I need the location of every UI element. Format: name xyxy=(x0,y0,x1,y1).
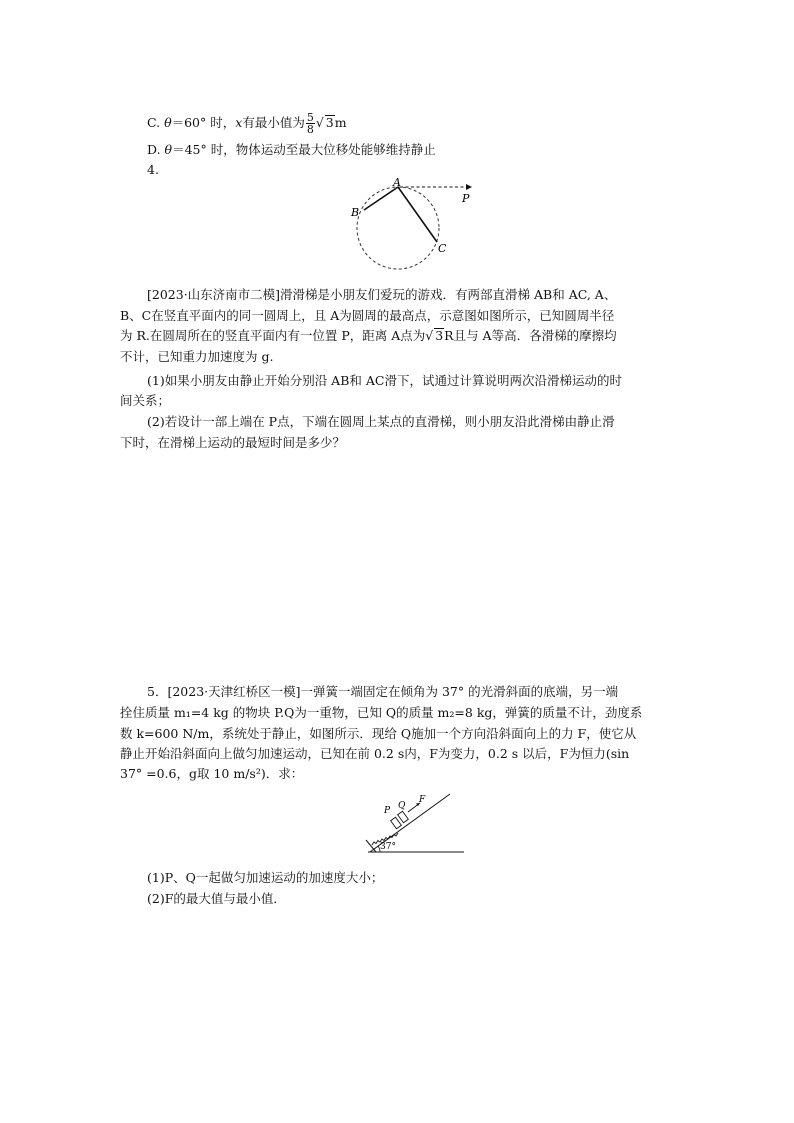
option-c: C. θ＝60° 时，x有最小值为 $\frac{5}{8}$ √ 3m xyxy=(147,111,347,136)
q5-incline-figure xyxy=(360,788,470,856)
svg-text:37°: 37° xyxy=(380,842,396,852)
svg-text:B: B xyxy=(351,206,360,219)
svg-text:A: A xyxy=(393,176,401,189)
q5-line-7: (2)F的最大值与最小值． xyxy=(147,891,286,906)
q5-line-1: 5．[2023·天津红桥区一模]一弹簧一端固定在倾角为 37° 的光滑斜面的底端，另一端 xyxy=(147,684,619,699)
svg-text:P: P xyxy=(384,806,391,816)
q4-line-8: 下时，在滑梯上运动的最短时间是多少？ xyxy=(120,435,346,450)
q5-line-5: 37° =0.6，g取 10 m/s²)．求： xyxy=(120,766,304,781)
q4-line-3: 为 R.在圆周所在的竖直平面内有一位置 P，距离 A点为√ 3R且与 A等高．各滑梯的摩擦均 xyxy=(120,328,617,343)
q4-line-7: (2)若设计一部上端在 P点，下端在圆周上某点的直滑梯，则小朋友沿此滑梯由静止滑 xyxy=(147,414,615,429)
option-d: D. θ＝45° 时，物体运动至最大位移处能够维持静止 xyxy=(147,142,436,157)
q4-line-4: 不计，已知重力加速度为 g. xyxy=(120,349,274,364)
q5-line-4: 静止开始沿斜面向上做匀加速运动，已知在前 0.2 s内，F为变力，0.2 s 以后，F为恒力(sin xyxy=(120,746,630,761)
q5-line-6: (1)P、Q一起做匀加速运动的加速度大小； xyxy=(147,870,384,885)
q4-line-1: [2023·山东济南市二模]滑滑梯是小朋友们爱玩的游戏．有两部直滑梯 AB和 AC, A、 xyxy=(147,287,617,302)
svg-text:P: P xyxy=(462,192,470,205)
q4-line-2: B、C在竖直平面内的同一圆周上，且 A为圆周的最高点，示意图如图所示，已知圆周半径 xyxy=(120,308,615,323)
svg-text:C: C xyxy=(438,242,447,255)
q4-line-5: (1)如果小朋友由静止开始分别沿 AB和 AC滑下，试通过计算说明两次沿滑梯运动的时 xyxy=(147,373,622,388)
q4-number: 4. xyxy=(147,162,159,177)
q4-circle-figure xyxy=(340,176,480,276)
q4-line-6: 间关系； xyxy=(120,393,171,408)
q5-line-2: 拴住质量 m₁=4 kg 的物块 P.Q为一重物，已知 Q的质量 m₂=8 kg，弹簧的质量不计，劲度系 xyxy=(120,705,643,720)
svg-text:F: F xyxy=(419,795,426,805)
q5-line-3: 数 k=600 N/m，系统处于静止，如图所示．现给 Q施加一个方向沿斜面向上的力 F，使它从 xyxy=(120,726,637,741)
svg-text:Q: Q xyxy=(398,801,406,811)
fraction: $\frac{5}{8}$ xyxy=(306,111,314,136)
